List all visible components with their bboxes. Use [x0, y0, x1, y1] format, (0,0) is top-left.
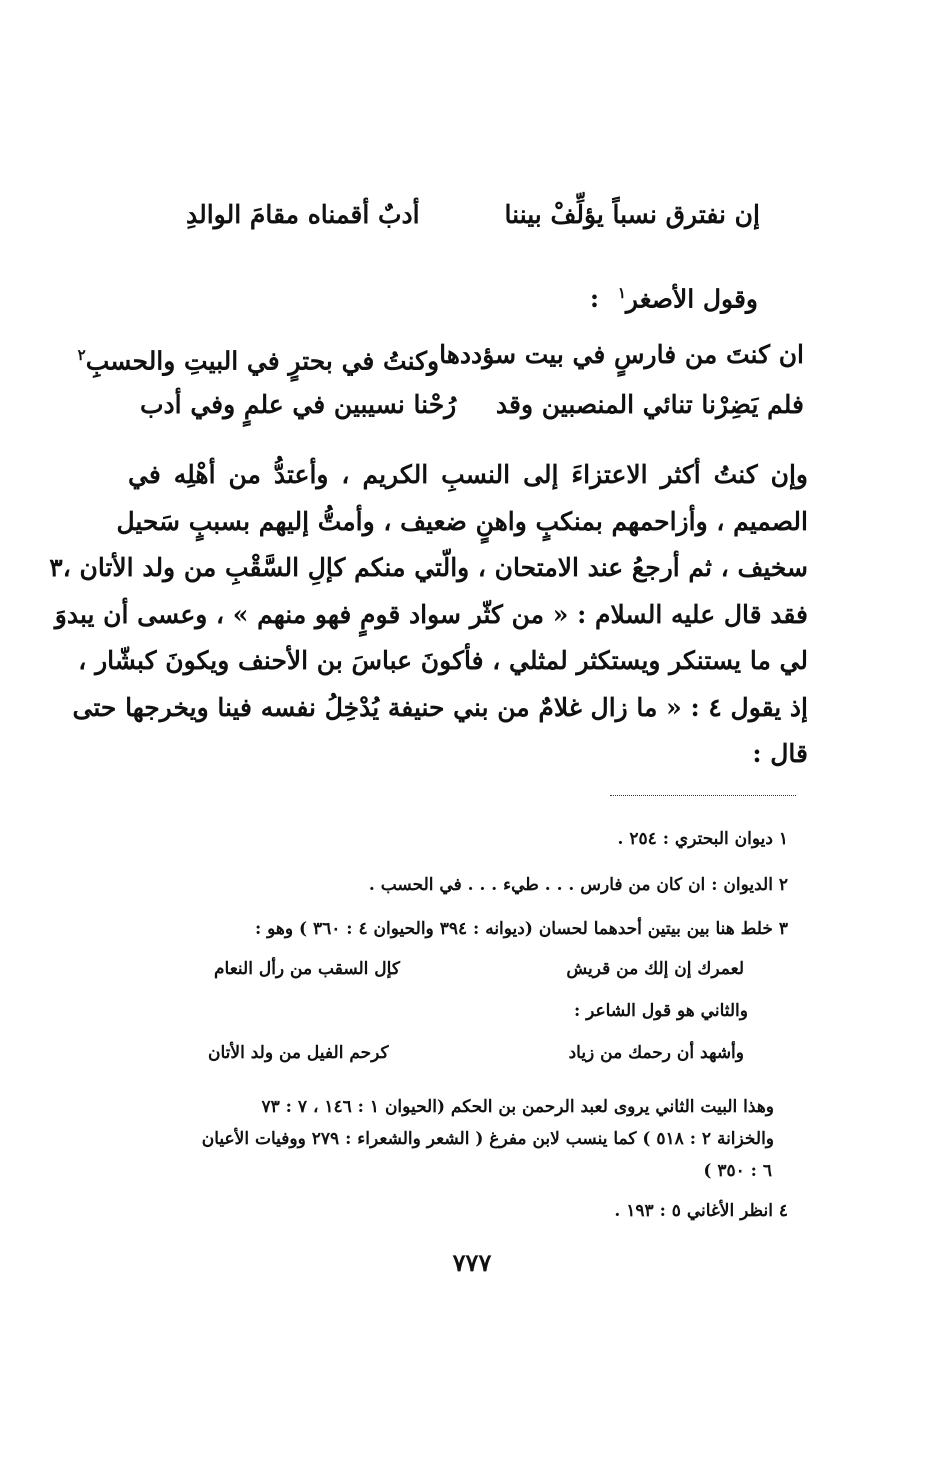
intro-text: وقول الأصغر	[625, 284, 758, 314]
prose-line-4: فقد قال عليه السلام : « من كثّر سواد قومٍ فهو منهم » ، وعسى أن يبدوَ	[54, 599, 808, 629]
verse-2-note-marker: ٢	[77, 346, 86, 364]
footnote-1: ١ ديوان البحتري : ٢٥٤ .	[617, 829, 788, 849]
prose-line-6: إذ يقول ٤ : « ما زال غلامٌ من بني حنيفة يُدْخِلُ نفسه فينا ويخرجها حتى	[72, 692, 808, 722]
prose-line-5: لي ما يستنكر ويستكثر لمثلي ، فأكونَ عباسَ بن الأحنف ويكونَ كبشّار ،	[78, 646, 808, 675]
verse-1	[186, 198, 760, 232]
footnote-4: ٤ انظر الأغاني ٥ : ١٩٣ .	[614, 1201, 788, 1221]
prose-line-1: وإن كنتُ أكثر الاعتزاءَ إلى النسبِ الكريم ، وأعتدُّ من أهْلِه في	[128, 460, 808, 489]
verse-3-first-hemistich: فلم يَضِرْنا تنائي المنصبين وقد	[495, 390, 804, 419]
verse-2-second-hemistich	[78, 338, 439, 378]
verse-2-second-text: وكنتُ في بحترٍ في البيتِ والحسبِ	[85, 346, 440, 376]
footnote-3-note-line-1: وهذا البيت الثاني يروى لعبد الرحمن بن الحكم (الحيوان ١ : ١٤٦ ، ٧ : ٧٣	[261, 1097, 774, 1117]
intro-line	[590, 276, 758, 316]
verse-2	[77, 338, 804, 378]
footnote-2: ٢ الديوان : ان كان من فارس . . . طيء . . . في الحسب .	[368, 875, 788, 895]
verse-2-first-hemistich: ان كنتَ من فارسٍ في بيت سؤددها	[439, 340, 804, 369]
footnote-3-verse-2	[208, 1040, 744, 1066]
prose-line-3: سخيف ، ثم أرجعُ عند الامتحان ، والّتي منكم كإلِ السَّقْبِ من ولد الأتان ،٣	[49, 553, 808, 582]
footnote-3-note-line-2: والخزانة ٢ : ٥١٨ ) كما ينسب لابن مفرغ ( الشعر والشعراء : ٢٧٩ ووفيات الأعيان	[201, 1129, 774, 1149]
footnote-3-verse-2-first: وأشهد أن رحمك من زياد	[568, 1043, 744, 1063]
footnote-3-verse-1-second: كإل السقب من رأل النعام	[214, 959, 400, 979]
footnote-3-second-label: والثاني هو قول الشاعر :	[573, 1001, 748, 1021]
footnote-3-verse-1	[214, 956, 744, 982]
page-number: ٧٧٧	[452, 1248, 492, 1277]
footnote-3-verse-2-second: كرحم الفيل من ولد الأتان	[208, 1043, 389, 1063]
footnote-3-note-line-3: ٦ : ٣٥٠ )	[703, 1161, 772, 1181]
footnote-separator	[610, 795, 796, 796]
prose-line-2: الصميم ، وأزاحمهم بمنكبٍ واهنٍ ضعيف ، وأمتُّ إليهم بسببٍ سَحيل	[116, 506, 808, 536]
verse-3-second-hemistich: رُحْنا نسيبين في علمٍ وفي أدب	[140, 390, 457, 419]
prose-paragraph	[49, 452, 808, 778]
intro-colon: :	[589, 284, 600, 314]
verse-1-first-hemistich: إن نفترق نسباً يؤلِّفْ بيننا	[504, 200, 760, 229]
prose-line-7: قال :	[752, 739, 808, 768]
footnote-3: ٣ خلط هنا بين بيتين أحدهما لحسان (ديوانه : ٣٩٤ والحيوان ٤ : ٣٦٠ ) وهو :	[254, 919, 788, 939]
verse-1-second-hemistich: أدبٌ أقمناه مقامَ الوالدِ	[186, 200, 420, 229]
footnote-3-verse-1-first: لعمرك إن إلك من قريش	[566, 959, 744, 979]
intro-note-marker: ١	[617, 284, 626, 302]
verse-3	[140, 388, 804, 422]
